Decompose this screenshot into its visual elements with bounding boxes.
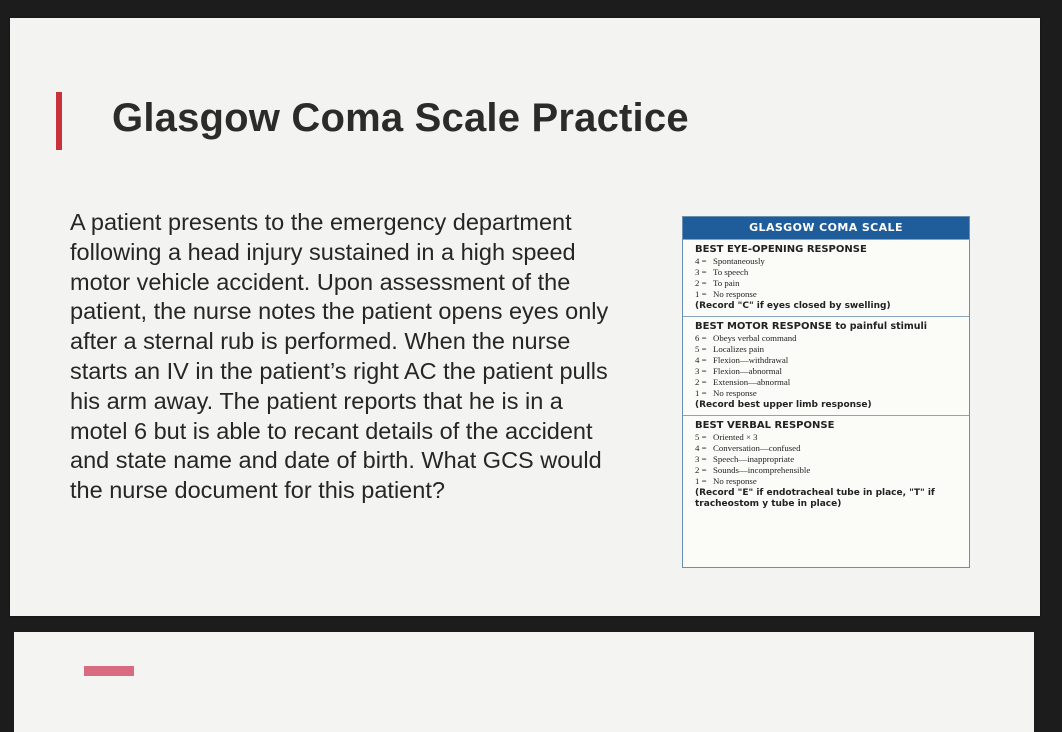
item-label: To pain bbox=[713, 278, 740, 288]
question-text: A patient presents to the emergency department following a head injury sustained in a high speed motor vehicle accident. Upon assessment of the patient, the nurse notes the patient opens eyes only after a sternal rub is performed. When the nurse starts an IV in the patient’s right AC the patient pulls his arm away. The patient reports that he is in a motel 6 but is able to recant details of the accident and state name and date of birth. What GCS would the nurse document for this patient? bbox=[70, 209, 609, 504]
list-item bbox=[695, 432, 961, 443]
score: 3 = bbox=[695, 366, 707, 376]
gcs-table-header: GLASGOW COMA SCALE bbox=[683, 217, 969, 239]
list-item bbox=[695, 344, 961, 355]
score: 1 = bbox=[695, 388, 707, 398]
score: 2 = bbox=[695, 377, 707, 387]
item-label: No response bbox=[713, 289, 757, 299]
section-title bbox=[695, 321, 961, 332]
score: 4 = bbox=[695, 443, 707, 453]
item-label: Flexion—abnormal bbox=[713, 366, 782, 376]
item-label: Spontaneously bbox=[713, 256, 765, 266]
list-item bbox=[695, 377, 961, 388]
list-item bbox=[695, 476, 961, 487]
slide-next-preview bbox=[14, 632, 1034, 732]
section-title bbox=[695, 244, 961, 255]
list-item bbox=[695, 388, 961, 399]
section-note: (Record "C" if eyes closed by swelling) bbox=[695, 301, 891, 311]
gcs-table bbox=[682, 216, 970, 568]
list-item bbox=[695, 289, 961, 300]
list-item bbox=[695, 443, 961, 454]
gcs-section-eye bbox=[683, 239, 969, 316]
score: 4 = bbox=[695, 355, 707, 365]
score: 1 = bbox=[695, 289, 707, 299]
list-item bbox=[695, 333, 961, 344]
next-slide-accent-bar bbox=[84, 666, 134, 676]
item-label: Extension—abnormal bbox=[713, 377, 791, 387]
list-item bbox=[695, 454, 961, 465]
score: 4 = bbox=[695, 256, 707, 266]
score: 6 = bbox=[695, 333, 707, 343]
list-item bbox=[695, 267, 961, 278]
section-note: (Record best upper limb response) bbox=[695, 400, 872, 410]
slide-current bbox=[10, 18, 1040, 616]
section-subtitle: to painful stimuli bbox=[835, 321, 928, 332]
title-accent-bar bbox=[56, 92, 62, 150]
item-label: To speech bbox=[713, 267, 749, 277]
list-item bbox=[695, 355, 961, 366]
score: 3 = bbox=[695, 267, 707, 277]
section-note: (Record "E" if endotracheal tube in place, "T" if tracheostom y tube in place) bbox=[695, 488, 935, 509]
score: 5 = bbox=[695, 432, 707, 442]
item-label: Flexion—withdrawal bbox=[713, 355, 789, 365]
item-label: Speech—inappropriate bbox=[713, 454, 795, 464]
list-item bbox=[695, 366, 961, 377]
list-item bbox=[695, 278, 961, 289]
item-label: No response bbox=[713, 388, 757, 398]
section-title-text: BEST EYE-OPENING RESPONSE bbox=[695, 244, 867, 255]
slide-title: Glasgow Coma Scale Practice bbox=[112, 96, 689, 140]
item-label: Oriented × 3 bbox=[713, 432, 758, 442]
item-label: Localizes pain bbox=[713, 344, 765, 354]
score: 2 = bbox=[695, 465, 707, 475]
score: 3 = bbox=[695, 454, 707, 464]
gcs-section-verbal bbox=[683, 415, 969, 514]
item-label: Sounds—incomprehensible bbox=[713, 465, 811, 475]
item-label: Obeys verbal command bbox=[713, 333, 797, 343]
score: 5 = bbox=[695, 344, 707, 354]
score: 2 = bbox=[695, 278, 707, 288]
score: 1 = bbox=[695, 476, 707, 486]
section-title-text: BEST MOTOR RESPONSE bbox=[695, 321, 832, 332]
gcs-section-motor bbox=[683, 316, 969, 415]
item-label: No response bbox=[713, 476, 757, 486]
item-label: Conversation—confused bbox=[713, 443, 801, 453]
list-item bbox=[695, 465, 961, 476]
section-title-text: BEST VERBAL RESPONSE bbox=[695, 420, 835, 431]
section-title bbox=[695, 420, 961, 431]
list-item bbox=[695, 256, 961, 267]
